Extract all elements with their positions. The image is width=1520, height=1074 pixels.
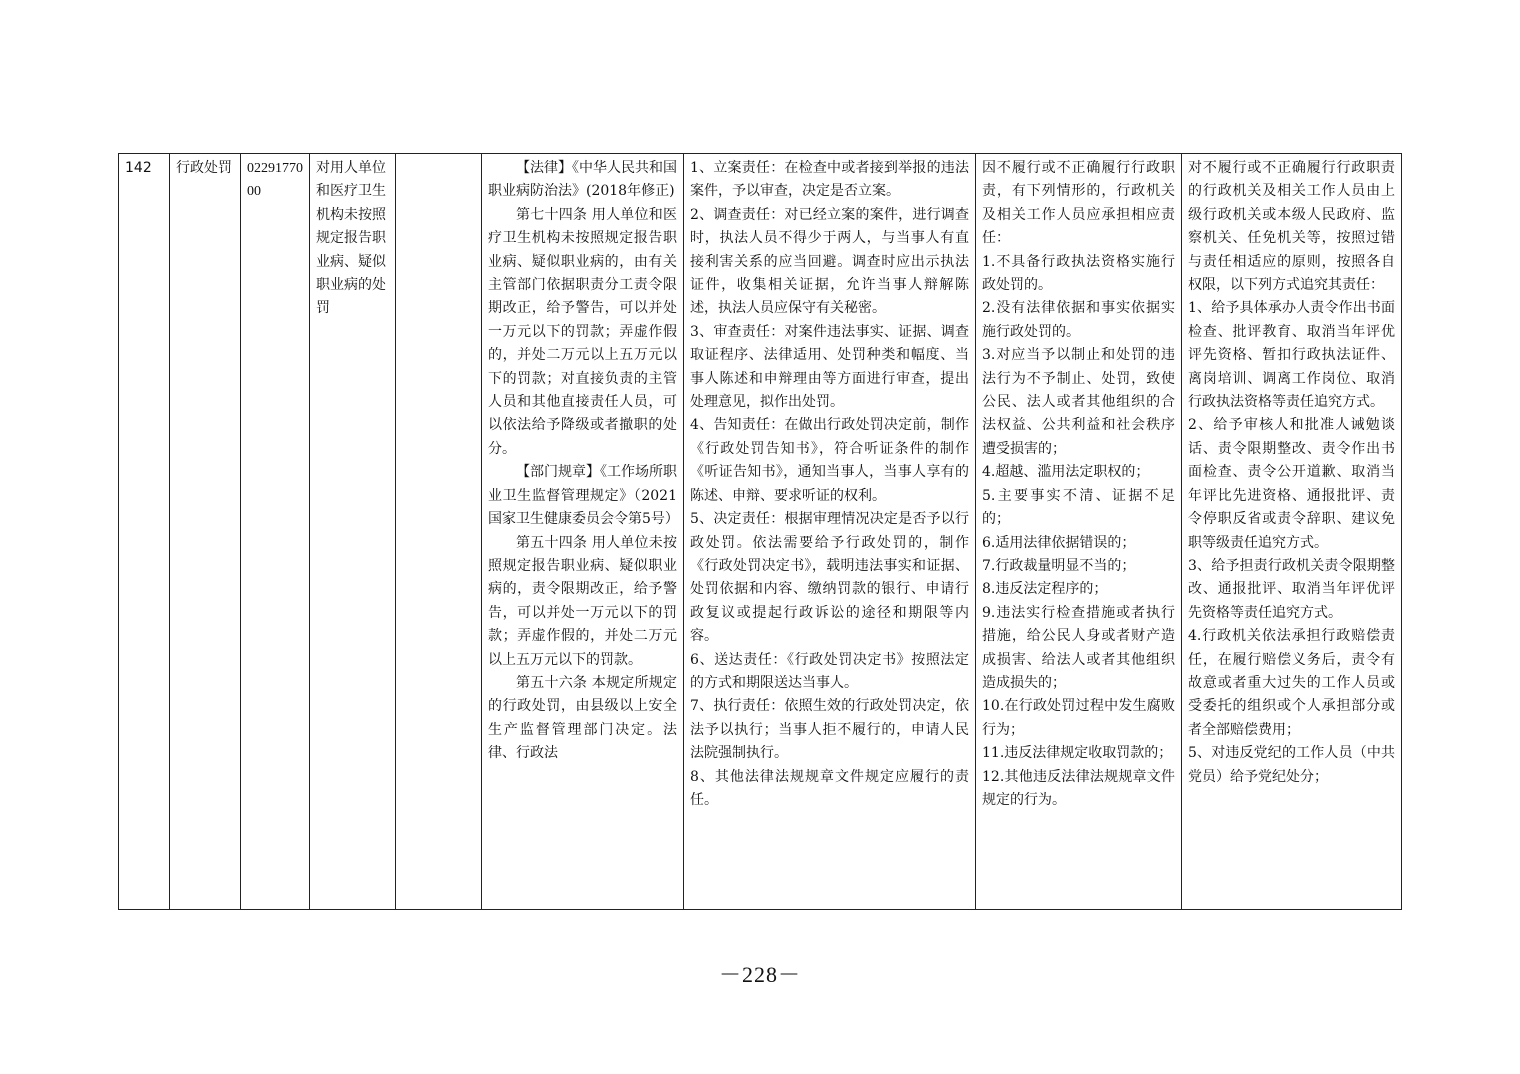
power-list-table-container: [118, 153, 1401, 910]
accountability-method: 2、给予审核人和批准人诫勉谈话、责令限期整改、责令作出书面检查、责令公开道歉、取消当年评比先进资格、通报批评、责令停职反省或责令辞职、建议免职等级责任追究方式。: [1188, 417, 1395, 551]
responsibility-item: 8、其他法律法规规章文件规定应履行的责任。: [690, 768, 969, 808]
row-number: 142: [119, 154, 170, 910]
legal-basis-paragraph: 第五十四条 用人单位未按照规定报告职业病、疑似职业病的，责令限期改正，给予警告，可以并处一万元以下的罚款；弄虚作假的，并处二万元以上五万元以下的罚款。: [488, 534, 677, 668]
accountability-method: 3、给予担责行政机关责令限期整改、通报批评、取消当年评优评先资格等责任追究方式。: [1188, 557, 1395, 621]
responsibility-item: 6、送达责任：《行政处罚决定书》按照法定的方式和期限送达当事人。: [690, 651, 969, 691]
accountability-case: 12.其他违反法律法规规章文件规定的行为。: [982, 768, 1175, 808]
power-list-table: [118, 153, 1402, 910]
accountability-case: 5.主要事实不清、证据不足的；: [982, 487, 1175, 528]
responsibility-item: 3、审查责任：对案件违法事实、证据、调查取证程序、法律适用、处罚种类和幅度、当事人陈述和申辩理由等方面进行审查，提出处理意见，拟作出处罚。: [690, 323, 969, 411]
responsibility-item: 1、立案责任：在检查中或者接到举报的违法案件，予以审查，决定是否立案。: [690, 160, 969, 200]
power-item-name: 对用人单位和医疗卫生机构未按照规定报告职业病、疑似职业病的处罚: [310, 154, 396, 910]
accountability-method: 1、给予具体承办人责令作出书面检查、批评教育、取消当年评优评先资格、暂扣行政执法证件、离岗培训、调离工作岗位、取消行政执法资格等责任追究方式。: [1188, 300, 1395, 411]
accountability-case: 3.对应当予以制止和处罚的违法行为不予制止、处罚，致使公民、法人或者其他组织的合法权益、公共利益和社会秩序遭受损害的；: [982, 347, 1175, 457]
accountability-case: 10.在行政处罚过程中发生腐败行为；: [982, 698, 1175, 738]
table-row: [119, 154, 1402, 910]
accountability-case: 1.不具备行政执法资格实施行政处罚的。: [982, 253, 1175, 294]
accountability-case: 4.超越、滥用法定职权的；: [982, 464, 1150, 481]
accountability-method: 对不履行或不正确履行行政职责的行政机关及相关工作人员由上级行政机关或本级人民政府、监察机关、任免机关等，按照过错与责任相适应的原则，按照各自权限，以下列方式追究其责任：: [1188, 160, 1395, 294]
accountability-cases-cell: [976, 154, 1182, 910]
accountability-case: 11.违反法律规定收取罚款的；: [982, 745, 1173, 762]
page-number: －228－: [718, 962, 801, 987]
accountability-case: 2.没有法律依据和事实依据实施行政处罚的。: [982, 300, 1175, 340]
accountability-case: 因不履行或不正确履行行政职责，有下列情形的，行政机关及相关工作人员应承担相应责任：: [982, 160, 1175, 247]
responsibility-item: 2、调查责任：对已经立案的案件，进行调查时，执法人员不得少于两人，与当事人有直接利害关系的应当回避。调查时应出示执法证件，收集相关证据，允许当事人辩解陈述，执法人员应保守有关秘密。: [690, 206, 969, 317]
accountability-case: 9.违法实行检查措施或者执行措施，给公民人身或者财产造成损害、给法人或者其他组织造成损失的；: [982, 604, 1175, 691]
accountability-method: 4.行政机关依法承担行政赔偿责任，在履行赔偿义务后，责令有故意或者重大过失的工作人员或受委托的组织或个人承担部分或者全部赔偿费用；: [1188, 628, 1395, 738]
sub-item-name: [396, 154, 482, 910]
accountability-case: 8.违反法定程序的；: [982, 581, 1108, 598]
accountability-case: 6.适用法律依据错误的；: [982, 534, 1136, 551]
responsibility-item: 7、执行责任：依照生效的行政处罚决定，依法予以执行；当事人拒不履行的，申请人民法院强制执行。: [690, 698, 969, 762]
legal-basis-paragraph: 【法律】《中华人民共和国职业病防治法》(2018年修正): [488, 160, 677, 200]
responsibility-item: 5、决定责任：根据审理情况决定是否予以行政处罚。依法需要给予行政处罚的，制作《行政处罚决定书》，载明违法事实和证据、处罚依据和内容、缴纳罚款的银行、申请行政复议或提起行政诉讼的途径和期限等内容。: [690, 511, 969, 645]
accountability-case: 7.行政裁量明显不当的；: [982, 557, 1136, 574]
responsibility-cell: [684, 154, 976, 910]
legal-basis-paragraph: 第五十六条 本规定所规定的行政处罚，由县级以上安全生产监督管理部门决定。法律、行政法: [488, 674, 677, 762]
accountability-method: 5、对违反党纪的工作人员（中共党员）给予党纪处分；: [1188, 745, 1395, 785]
power-category: 行政处罚: [170, 154, 241, 910]
legal-basis-cell: [482, 154, 684, 910]
accountability-methods-cell: [1182, 154, 1402, 910]
power-code: 0229177000: [241, 154, 310, 910]
legal-basis-paragraph: 【部门规章】《工作场所职业卫生监督管理规定》（2021国家卫生健康委员会令第5号）: [488, 464, 679, 528]
responsibility-item: 4、告知责任：在做出行政处罚决定前，制作《行政处罚告知书》，符合听证条件的制作《听证告知书》，通知当事人，当事人享有的陈述、申辩、要求听证的权利。: [690, 417, 969, 504]
legal-basis-paragraph: 第七十四条 用人单位和医疗卫生机构未按照规定报告职业病、疑似职业病的，由有关主管部门依据职责分工责令限期改正，给予警告，可以并处一万元以下的罚款；弄虚作假的，并处二万元以上五万元以下的罚款；对直接负责的主管人员和其他直接责任人员，可以依法给予降级或者撤职的处分。: [488, 206, 677, 457]
